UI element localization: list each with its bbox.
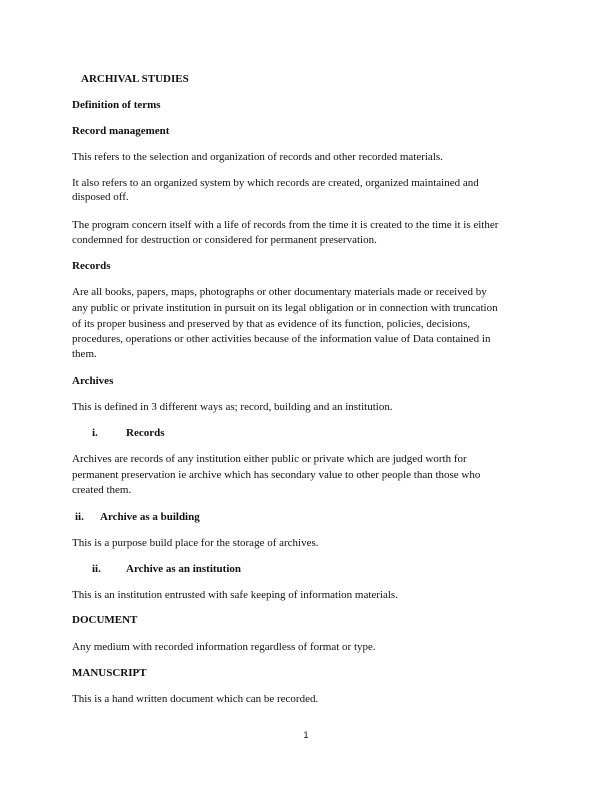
list-number: i.: [92, 427, 98, 439]
subheading-title: Archive as a building: [100, 511, 200, 523]
records-text: of its proper business and preserved by that as evidence of its function, policies, decisions,: [72, 318, 471, 330]
subheading-records: [92, 426, 165, 440]
heading-records: Records: [72, 260, 111, 272]
record-management-text: This refers to the selection and organization of records and other recorded materials.: [72, 151, 443, 163]
heading-archives: Archives: [72, 375, 114, 387]
record-management-text: condemned for destruction or considered for permanent preservation.: [72, 234, 377, 246]
page-number: 1: [303, 730, 309, 740]
manuscript-text: This is a hand written document which can be recorded.: [72, 693, 319, 705]
list-number: ii.: [92, 563, 101, 575]
record-management-text: It also refers to an organized system by which records are created, organized maintained and: [72, 177, 479, 189]
heading-record-management: Record management: [72, 125, 170, 137]
records-text: them.: [72, 348, 97, 360]
records-text: procedures, operations or other activities because of the information value of Data contained in: [72, 333, 491, 345]
list-number: ii.: [75, 511, 84, 523]
subheading-title: Archive as an institution: [126, 563, 242, 575]
heading-definition-of-terms: Definition of terms: [72, 99, 161, 111]
records-text: Are all books, papers, maps, photographs or other documentary materials made or received by: [72, 286, 487, 298]
heading-manuscript: MANUSCRIPT: [72, 667, 147, 679]
subsection-text: This is an institution entrusted with safe keeping of information materials.: [72, 589, 398, 601]
subheading-title: Records: [126, 427, 165, 439]
heading-document: DOCUMENT: [72, 614, 138, 626]
subheading-archive-institution: [92, 562, 241, 576]
records-text: any public or private institution in pursuit on its legal obligation or in connection with truncation: [72, 302, 498, 314]
subheading-archive-building: [75, 510, 200, 524]
archives-definition: This is defined in 3 different ways as; record, building and an institution.: [72, 401, 393, 413]
subsection-text: created them.: [72, 484, 132, 496]
subsection-text: permanent preservation ie archive which has secondary value to other people than those who: [72, 469, 481, 481]
record-management-text: The program concern itself with a life of records from the time it is created to the time it is either: [72, 219, 499, 231]
document-title: ARCHIVAL STUDIES: [81, 73, 189, 85]
subsection-text: This is a purpose build place for the storage of archives.: [72, 537, 319, 549]
subsection-text: Archives are records of any institution either public or private which are judged worth for: [72, 453, 467, 465]
record-management-text: disposed off.: [72, 191, 129, 203]
document-text: Any medium with recorded information regardless of format or type.: [72, 641, 376, 653]
